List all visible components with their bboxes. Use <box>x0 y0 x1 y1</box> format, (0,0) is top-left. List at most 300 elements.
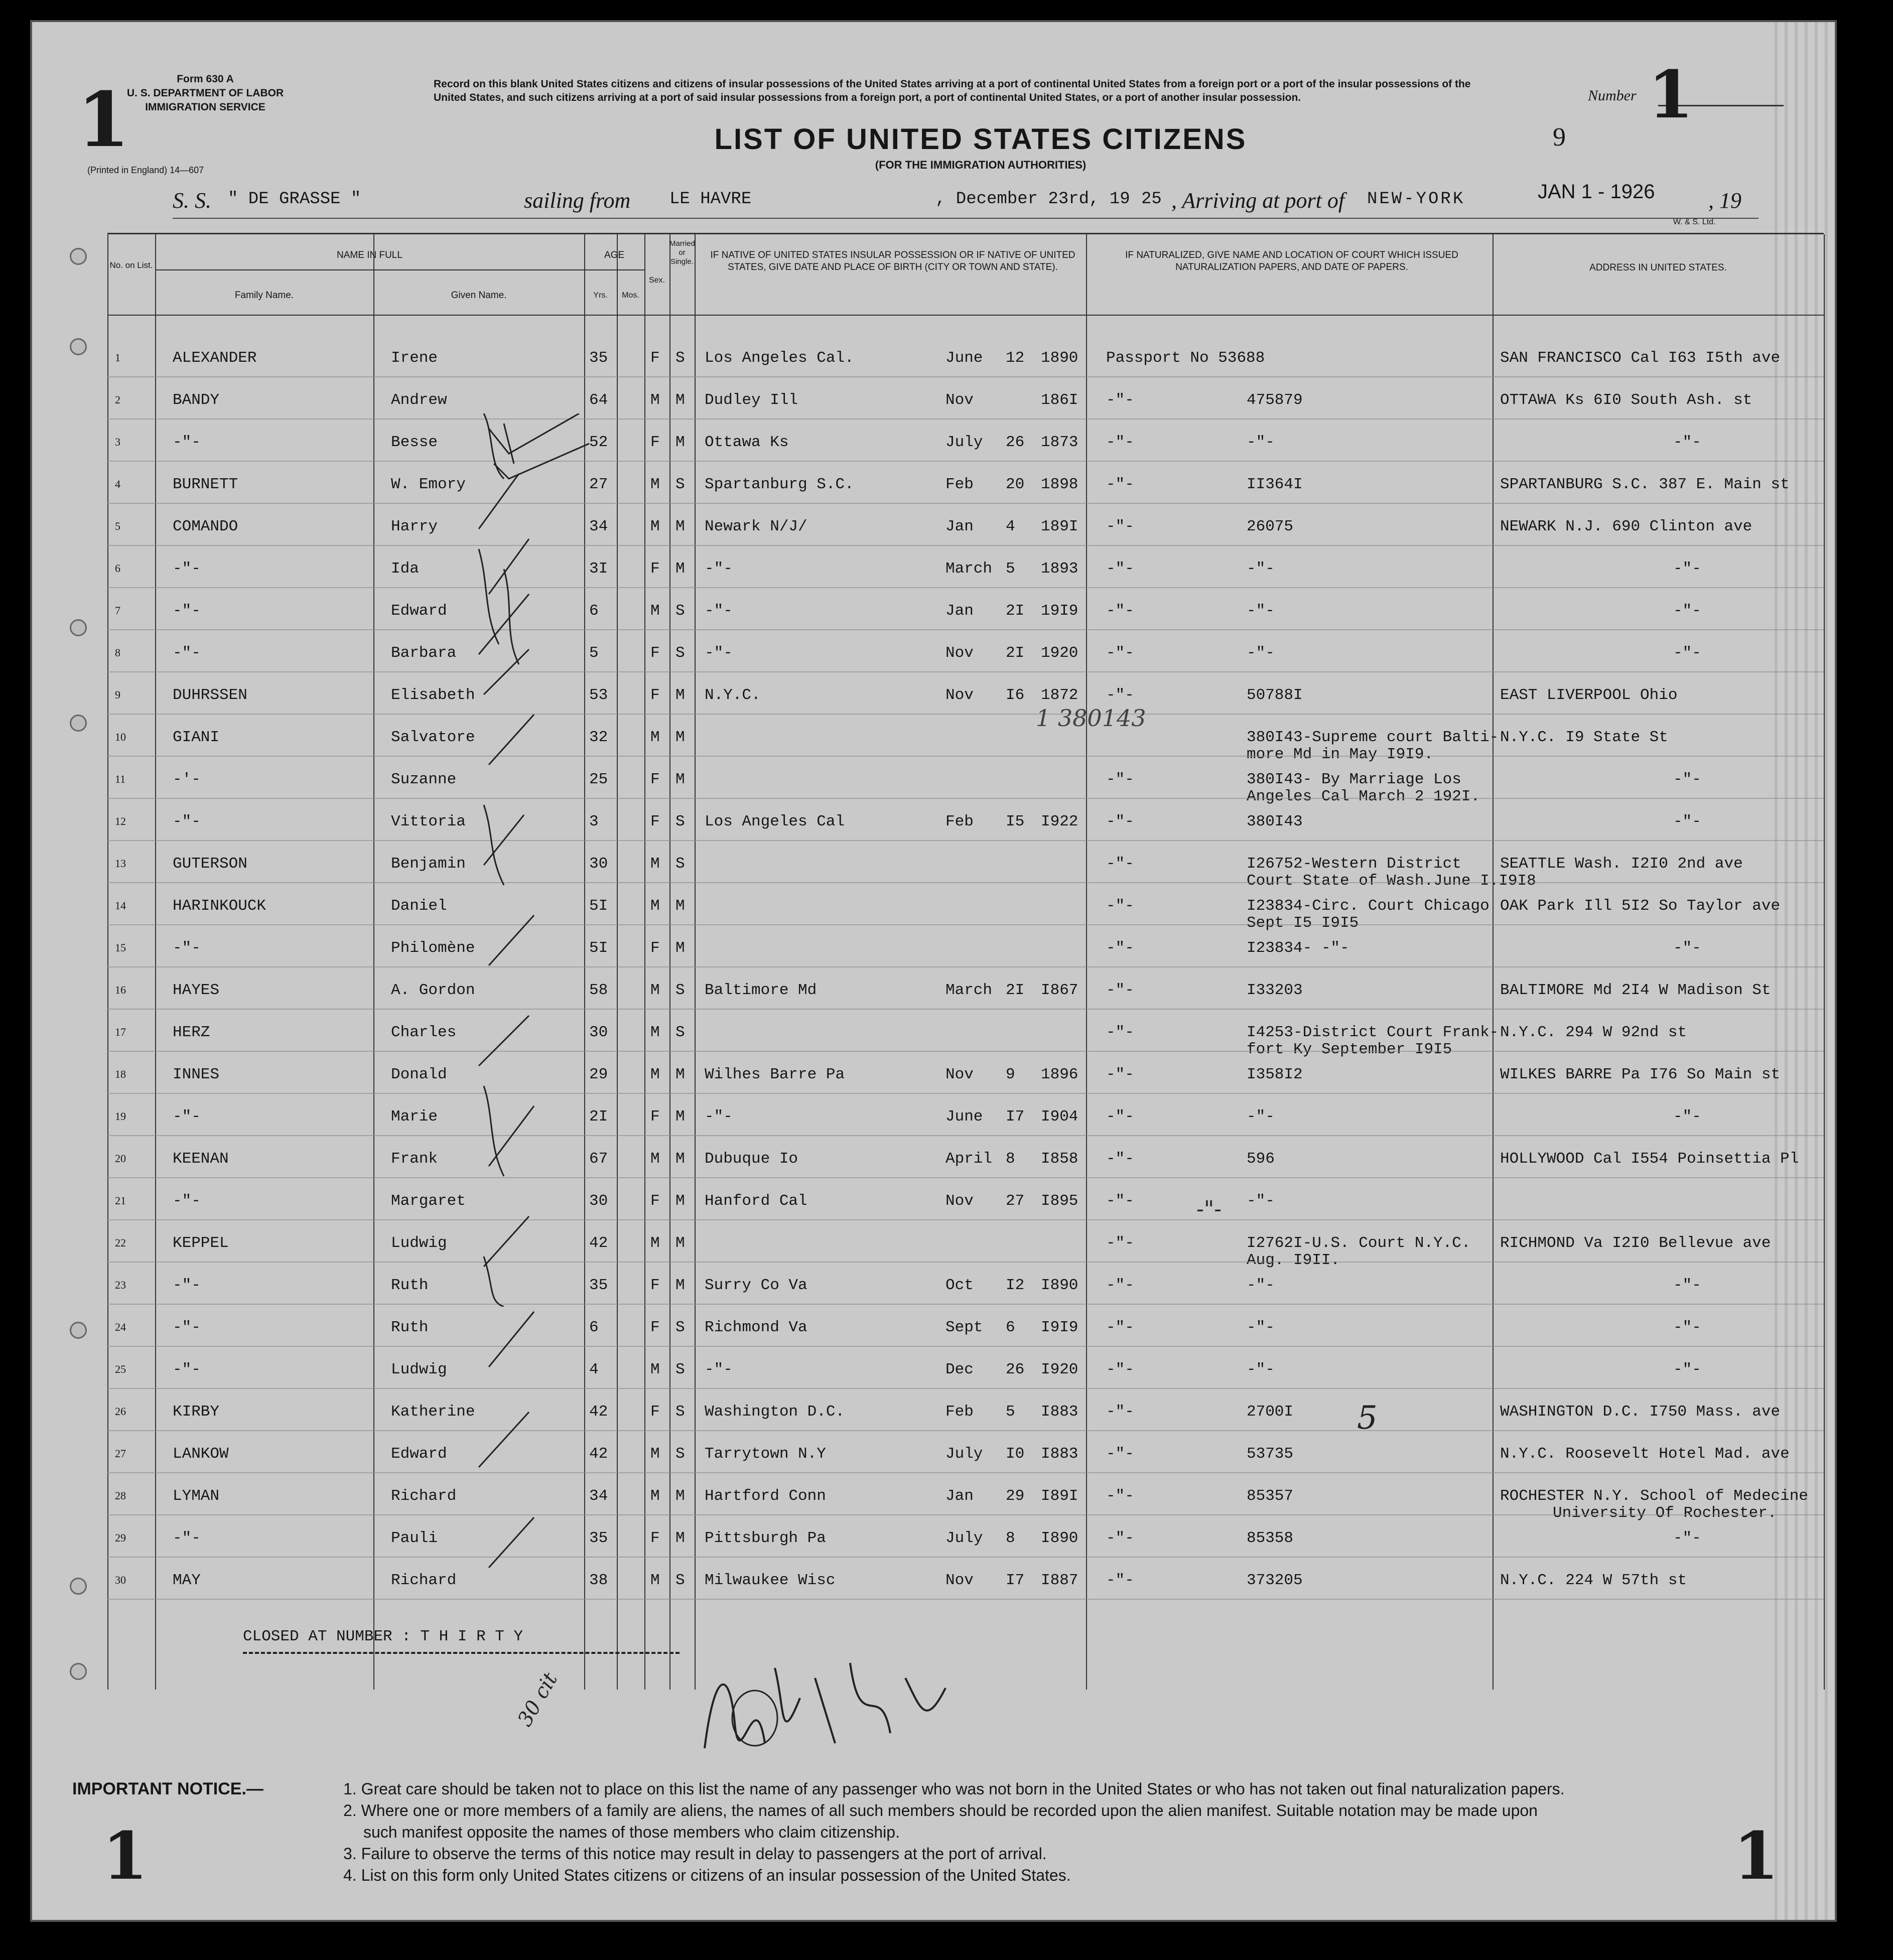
col-family-name: Family Name. <box>234 290 294 301</box>
col-name-in-full: NAME IN FULL <box>337 250 402 260</box>
row-number: 30 <box>115 1574 126 1586</box>
address: -"- <box>1673 813 1701 830</box>
naturalization-court: -"- <box>1106 1319 1134 1336</box>
birth-day: 9 <box>1006 1066 1015 1083</box>
sex: F <box>650 434 660 451</box>
birth-place: Pittsburgh Pa <box>705 1529 826 1547</box>
marital-status: M <box>675 939 685 957</box>
age-years: 64 <box>589 391 608 409</box>
address: -"- <box>1673 1319 1701 1336</box>
row-number: 19 <box>115 1110 126 1123</box>
address: N.Y.C. Roosevelt Hotel Mad. ave <box>1500 1445 1790 1463</box>
given-name: Ida <box>391 560 419 578</box>
passenger-table <box>107 233 1824 1690</box>
row-number: 24 <box>115 1321 126 1333</box>
family-name: LANKOW <box>173 1445 229 1463</box>
naturalization-number: 380I43 <box>1247 813 1303 830</box>
birth-place: -"- <box>705 644 733 662</box>
birth-month: Nov <box>945 1192 974 1210</box>
row-number: 25 <box>115 1363 126 1375</box>
address: -"- <box>1673 939 1701 957</box>
given-name: Irene <box>391 349 438 367</box>
table-row <box>107 684 1824 726</box>
age-years: 58 <box>589 982 608 999</box>
row-rule <box>107 1346 1824 1347</box>
birth-day: 26 <box>1006 434 1025 451</box>
age-years: 5I <box>589 939 608 957</box>
given-name: Suzanne <box>391 771 457 788</box>
family-name: -"- <box>173 1192 201 1210</box>
family-name: HARINKOUCK <box>173 897 266 915</box>
age-years: 35 <box>589 1277 608 1294</box>
col-no: No. on List. <box>109 260 153 270</box>
ss-label: S. S. <box>173 188 211 213</box>
table-row <box>107 811 1824 852</box>
birth-day: 2I <box>1006 982 1025 999</box>
birth-place: Surry Co Va <box>705 1277 807 1294</box>
marital-status: M <box>675 560 685 578</box>
naturalization-court: -"- <box>1106 813 1134 830</box>
given-name: W. Emory <box>391 476 466 493</box>
col-given-name: Given Name. <box>451 290 507 301</box>
row-rule <box>107 924 1824 925</box>
col-address: ADDRESS IN UNITED STATES. <box>1589 262 1727 273</box>
table-row <box>107 432 1824 473</box>
family-name: -"- <box>173 1277 201 1294</box>
sex: M <box>650 1361 660 1378</box>
naturalization-court: -"- <box>1106 391 1134 409</box>
col-mos: Mos. <box>622 291 639 300</box>
marital-status: M <box>675 1150 685 1168</box>
col-sex: Sex. <box>648 276 665 285</box>
birth-year: I895 <box>1041 1192 1078 1210</box>
birth-month: April <box>945 1150 993 1168</box>
age-years: 3I <box>589 560 608 578</box>
row-rule <box>107 1430 1824 1431</box>
form-identifier <box>122 72 288 114</box>
given-name: Ludwig <box>391 1234 447 1252</box>
address: N.Y.C. I9 State St <box>1500 729 1668 746</box>
marital-status: M <box>675 391 685 409</box>
birth-year: I883 <box>1041 1403 1078 1421</box>
birth-day: 5 <box>1006 560 1015 578</box>
age-years: 4 <box>589 1361 599 1378</box>
given-name: Ruth <box>391 1319 429 1336</box>
sex: M <box>650 855 660 873</box>
family-name: -"- <box>173 1361 201 1378</box>
family-name: KIRBY <box>173 1403 220 1421</box>
port-from: LE HAVRE <box>669 190 752 209</box>
marital-status: S <box>675 982 685 999</box>
address: SAN FRANCISCO Cal I63 I5th ave <box>1500 349 1781 367</box>
birth-place: Tarrytown N.Y <box>705 1445 826 1463</box>
given-name: Benjamin <box>391 855 466 873</box>
address: -"- <box>1673 1529 1701 1547</box>
table-row <box>107 853 1824 894</box>
table-row <box>107 1064 1824 1105</box>
family-name: HERZ <box>173 1024 210 1041</box>
naturalization-number: -"- <box>1247 602 1275 620</box>
naturalization-number: 373205 <box>1247 1572 1303 1589</box>
naturalization-court: -"- <box>1106 602 1134 620</box>
given-name: Katherine <box>391 1403 475 1421</box>
naturalization-number: I33203 <box>1247 982 1303 999</box>
marital-status: M <box>675 1529 685 1547</box>
family-name: INNES <box>173 1066 220 1083</box>
address-continued: University Of Rochester. <box>1553 1504 1777 1522</box>
naturalization-number: 85358 <box>1247 1529 1294 1547</box>
family-name: -"- <box>173 434 201 451</box>
birth-day: I0 <box>1006 1445 1025 1463</box>
punch-hole <box>70 1322 87 1339</box>
birth-year: 186I <box>1041 391 1078 409</box>
naturalization-court: -"- <box>1106 939 1134 957</box>
address: -"- <box>1673 1361 1701 1378</box>
given-name: Donald <box>391 1066 447 1083</box>
family-name: HAYES <box>173 982 220 999</box>
birth-day: 26 <box>1006 1361 1025 1378</box>
row-number: 29 <box>115 1531 126 1544</box>
form-line: Form 630 A <box>177 73 234 85</box>
age-years: 30 <box>589 855 608 873</box>
row-number: 23 <box>115 1279 126 1291</box>
birth-month: Dec <box>945 1361 974 1378</box>
given-name: Ruth <box>391 1277 429 1294</box>
naturalization-number: I4253-District Court Frank- <box>1247 1024 1499 1041</box>
marital-status: M <box>675 1066 685 1083</box>
naturalization-number: 596 <box>1247 1150 1275 1168</box>
given-name: Elisabeth <box>391 686 475 704</box>
age-years: 6 <box>589 1319 599 1336</box>
address: -"- <box>1673 434 1701 451</box>
row-rule <box>107 671 1824 672</box>
row-rule <box>107 840 1824 841</box>
page-subtitle: (FOR THE IMMIGRATION AUTHORITIES) <box>875 159 1087 171</box>
row-number: 4 <box>115 478 120 490</box>
marital-status: S <box>675 349 685 367</box>
address: N.Y.C. 224 W 57th st <box>1500 1572 1687 1589</box>
naturalization-court: -"- <box>1106 1192 1134 1210</box>
table-row <box>107 1022 1824 1063</box>
sex: F <box>650 1529 660 1547</box>
address: WILKES BARRE Pa I76 So Main st <box>1500 1066 1781 1083</box>
row-number: 14 <box>115 899 126 912</box>
naturalization-number: -"- <box>1247 1361 1275 1378</box>
row-rule <box>107 882 1824 883</box>
col-birth-info: IF NATIVE OF UNITED STATES INSULAR POSSESSION OR IF NATIVE OF UNITED STATES, GIVE DATE AND PLACE OF BIRTH (CITY OR TOWN AND STATE). <box>710 250 1075 272</box>
naturalization-court: -"- <box>1106 1234 1134 1252</box>
form-line: IMMIGRATION SERVICE <box>145 101 265 113</box>
table-row <box>107 1443 1824 1484</box>
table-row <box>107 937 1824 978</box>
departure-year: 25 <box>1141 190 1162 209</box>
birth-month: Jan <box>945 1487 974 1505</box>
family-name: -"- <box>173 813 201 830</box>
naturalization-continued: fort Ky September I9I5 <box>1247 1041 1452 1058</box>
row-rule <box>107 1304 1824 1305</box>
birth-month: Feb <box>945 476 974 493</box>
row-number: 20 <box>115 1152 126 1165</box>
table-row <box>107 1570 1824 1611</box>
punch-hole <box>70 338 87 355</box>
birth-year: I9I9 <box>1041 1319 1078 1336</box>
row-number: 10 <box>115 731 126 743</box>
birth-year: 1873 <box>1041 434 1078 451</box>
punch-hole <box>70 248 87 265</box>
form-line: U. S. DEPARTMENT OF LABOR <box>126 87 284 99</box>
family-name: -"- <box>173 602 201 620</box>
departure-date: , December 23rd, 19 <box>935 190 1130 209</box>
address: SPARTANBURG S.C. 387 E. Main st <box>1500 476 1790 493</box>
birth-year: 1893 <box>1041 560 1078 578</box>
naturalization-number: -"- <box>1247 434 1275 451</box>
marital-status: S <box>675 644 685 662</box>
table-row <box>107 474 1824 515</box>
birth-day: 29 <box>1006 1487 1025 1505</box>
marital-status: S <box>675 813 685 830</box>
row-number: 22 <box>115 1236 126 1249</box>
row-number: 8 <box>115 646 120 659</box>
birth-year: I858 <box>1041 1150 1078 1168</box>
list-number: 1 <box>1648 56 1694 133</box>
birth-place: Wilhes Barre Pa <box>705 1066 845 1083</box>
naturalization-court: -"- <box>1106 897 1134 915</box>
punch-hole <box>70 715 87 732</box>
row-number: 17 <box>115 1026 126 1038</box>
birth-month: March <box>945 982 993 999</box>
age-years: 30 <box>589 1024 608 1041</box>
birth-place: Hanford Cal <box>705 1192 807 1210</box>
birth-year: I89I <box>1041 1487 1078 1505</box>
naturalization-number: I26752-Western District <box>1247 855 1461 873</box>
marital-status: M <box>675 518 685 535</box>
birth-day: 4 <box>1006 518 1015 535</box>
naturalization-continued: Aug. I9II. <box>1247 1251 1340 1269</box>
address: HOLLYWOOD Cal I554 Poinsettia Pl <box>1500 1150 1799 1168</box>
naturalization-number: -"- <box>1247 1277 1275 1294</box>
birth-month: Nov <box>945 644 974 662</box>
birth-year: 1890 <box>1041 349 1078 367</box>
naturalization-court: -"- <box>1106 1361 1134 1378</box>
naturalization-number: -"- <box>1247 1319 1275 1336</box>
closed-at-number: CLOSED AT NUMBER : T H I R T Y <box>243 1628 523 1645</box>
sex: M <box>650 982 660 999</box>
birth-day: I7 <box>1006 1572 1025 1589</box>
address: EAST LIVERPOOL Ohio <box>1500 686 1678 704</box>
naturalization-number: -"- <box>1247 560 1275 578</box>
row-number: 13 <box>115 857 126 870</box>
bracket-marks <box>474 403 574 1307</box>
given-name: Edward <box>391 1445 447 1463</box>
sex: M <box>650 391 660 409</box>
notice-item: such manifest opposite the names of those members who claim citizenship. <box>363 1823 900 1841</box>
number-label: Number <box>1588 87 1637 104</box>
family-name: -"- <box>173 560 201 578</box>
birth-place: Washington D.C. <box>705 1403 845 1421</box>
birth-place: -"- <box>705 1361 733 1378</box>
birth-month: Nov <box>945 686 974 704</box>
birth-day: I6 <box>1006 686 1025 704</box>
row-rule <box>107 756 1824 757</box>
age-years: 38 <box>589 1572 608 1589</box>
table-row <box>107 895 1824 936</box>
table-row <box>107 347 1824 388</box>
row-rule <box>107 966 1824 967</box>
marital-status: M <box>675 1108 685 1126</box>
naturalization-number: I23834- -"- <box>1247 939 1349 957</box>
sex: M <box>650 1572 660 1589</box>
naturalization-number: II364I <box>1247 476 1303 493</box>
given-name: A. Gordon <box>391 982 475 999</box>
naturalization-court: -"- <box>1106 1024 1134 1041</box>
birth-year: 1920 <box>1041 644 1078 662</box>
marital-status: S <box>675 476 685 493</box>
birth-month: Nov <box>945 1572 974 1589</box>
birth-year: 1898 <box>1041 476 1078 493</box>
birth-month: June <box>945 1108 983 1126</box>
family-name: DUHRSSEN <box>173 686 247 704</box>
birth-day: I7 <box>1006 1108 1025 1126</box>
given-name: Edward <box>391 602 447 620</box>
table-row <box>107 769 1824 810</box>
marital-status: M <box>675 1234 685 1252</box>
table-row <box>107 1232 1824 1274</box>
given-name: Ludwig <box>391 1361 447 1378</box>
address: N.Y.C. 294 W 92nd st <box>1500 1024 1687 1041</box>
row-rule <box>107 503 1824 504</box>
table-row <box>107 1148 1824 1189</box>
row-number: 28 <box>115 1489 126 1502</box>
col-age: AGE <box>604 250 625 260</box>
birth-year: 1872 <box>1041 686 1078 704</box>
row-rule <box>107 629 1824 630</box>
naturalization-number: I2762I-U.S. Court N.Y.C. <box>1247 1234 1471 1252</box>
table-row <box>107 1106 1824 1147</box>
voyage-underline <box>173 218 1759 219</box>
sex: F <box>650 1319 660 1336</box>
row-rule <box>107 1009 1824 1010</box>
naturalization-court: -"- <box>1106 560 1134 578</box>
age-years: 34 <box>589 518 608 535</box>
punch-hole <box>70 619 87 636</box>
address: -"- <box>1673 1277 1701 1294</box>
birth-month: Nov <box>945 391 974 409</box>
naturalization-court: -"- <box>1106 1066 1134 1083</box>
age-years: 3 <box>589 813 599 830</box>
marital-status: S <box>675 1319 685 1336</box>
marital-status: S <box>675 855 685 873</box>
naturalization-continued: Angeles Cal March 2 192I. <box>1247 788 1480 805</box>
sex: F <box>650 349 660 367</box>
birth-place: -"- <box>705 1108 733 1126</box>
given-name: Pauli <box>391 1529 438 1547</box>
sex: F <box>650 560 660 578</box>
family-name: -"- <box>173 1108 201 1126</box>
given-name: Marie <box>391 1108 438 1126</box>
notice-item: 3. Failure to observe the terms of this notice may result in delay to passengers at the port of arrival. <box>343 1845 1047 1863</box>
naturalization-number: I358I2 <box>1247 1066 1303 1083</box>
family-name: COMANDO <box>173 518 238 535</box>
sex: F <box>650 1403 660 1421</box>
naturalization-number: 26075 <box>1247 518 1294 535</box>
birth-month: Jan <box>945 518 974 535</box>
naturalization-court: -"- <box>1106 644 1134 662</box>
family-name: -"- <box>173 1319 201 1336</box>
sex: F <box>650 939 660 957</box>
naturalization-court: -"- <box>1106 1487 1134 1505</box>
address: ROCHESTER N.Y. School of Medecine <box>1500 1487 1808 1505</box>
row-rule <box>107 1599 1824 1600</box>
birth-place: Richmond Va <box>705 1319 807 1336</box>
sex: M <box>650 1066 660 1083</box>
given-name: Vittoria <box>391 813 466 830</box>
table-row <box>107 516 1824 557</box>
age-years: 35 <box>589 349 608 367</box>
age-years: 5I <box>589 897 608 915</box>
sex: M <box>650 1024 660 1041</box>
col-yrs: Yrs. <box>593 291 608 300</box>
naturalization-number: 85357 <box>1247 1487 1294 1505</box>
table-row <box>107 600 1824 641</box>
address: NEWARK N.J. 690 Clinton ave <box>1500 518 1752 535</box>
row-number: 18 <box>115 1068 126 1080</box>
row-rule <box>107 1557 1824 1558</box>
handwritten-ditto: -"- <box>1196 1196 1222 1222</box>
footer-number-right: 1 <box>1733 1817 1779 1894</box>
family-name: KEENAN <box>173 1150 229 1168</box>
sex: M <box>650 602 660 620</box>
marital-status: S <box>675 1024 685 1041</box>
birth-day: 8 <box>1006 1529 1015 1547</box>
age-years: 42 <box>589 1234 608 1252</box>
naturalization-number: 2700I <box>1247 1403 1294 1421</box>
page-title: LIST OF UNITED STATES CITIZENS <box>714 123 1247 156</box>
age-years: 53 <box>589 686 608 704</box>
notice-item: 2. Where one or more members of a family are aliens, the names of all such members should be recorded upon the alien manifest. Suitable notation may be made upon <box>343 1801 1538 1819</box>
age-years: 30 <box>589 1192 608 1210</box>
address: -"- <box>1673 644 1701 662</box>
row-rule <box>107 1219 1824 1220</box>
table-row <box>107 1527 1824 1569</box>
family-name: LYMAN <box>173 1487 220 1505</box>
table-row <box>107 979 1824 1021</box>
naturalization-number: 475879 <box>1247 391 1303 409</box>
age-years: 5 <box>589 644 599 662</box>
naturalization-court: Passport No 53688 <box>1106 349 1265 367</box>
naturalization-number: 380I43-Supreme court Balti- <box>1247 729 1499 746</box>
given-name: Richard <box>391 1572 457 1589</box>
birth-year: I920 <box>1041 1361 1078 1378</box>
address: -"- <box>1673 1108 1701 1126</box>
birth-day: 8 <box>1006 1150 1015 1168</box>
birth-month: June <box>945 349 983 367</box>
row-number: 9 <box>115 688 120 701</box>
row-rule <box>107 1177 1824 1178</box>
col-married-single: Married or Single. <box>669 239 695 266</box>
birth-place: Newark N/J/ <box>705 518 807 535</box>
handwritten-citizen-count: 30 cit <box>513 1668 563 1731</box>
handwritten-margin-number: 5 <box>1357 1399 1378 1437</box>
family-name: GIANI <box>173 729 220 746</box>
naturalization-court: -"- <box>1106 1150 1134 1168</box>
row-rule <box>107 587 1824 588</box>
row-rule <box>107 1388 1824 1389</box>
notice-heading: IMPORTANT NOTICE.— <box>72 1779 263 1798</box>
birth-year: I904 <box>1041 1108 1078 1126</box>
row-number: 26 <box>115 1405 126 1418</box>
birth-place: Spartanburg S.C. <box>705 476 854 493</box>
birth-day: I2 <box>1006 1277 1025 1294</box>
